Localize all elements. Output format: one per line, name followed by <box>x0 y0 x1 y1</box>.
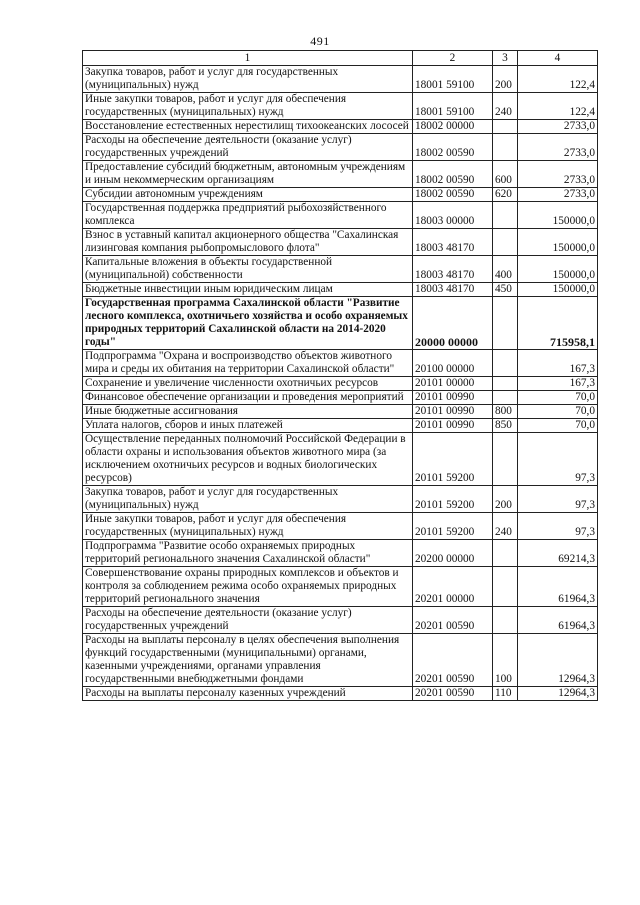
row-amount: 150000,0 <box>518 229 598 256</box>
row-name: Иные бюджетные ассигнования <box>83 405 413 419</box>
table-row <box>83 377 598 391</box>
row-code: 20101 00000 <box>413 377 493 391</box>
row-expense-type: 100 <box>493 634 518 687</box>
row-name: Бюджетные инвестиции иным юридическим лицам <box>83 283 413 297</box>
row-name: Иные закупки товаров, работ и услуг для обеспечения государственных (муниципальных) нужд <box>83 93 413 120</box>
row-amount: 12964,3 <box>518 634 598 687</box>
row-code: 20101 00990 <box>413 405 493 419</box>
table-header-row <box>83 51 598 66</box>
row-name: Субсидии автономным учреждениям <box>83 188 413 202</box>
row-amount: 70,0 <box>518 391 598 405</box>
row-amount: 2733,0 <box>518 120 598 134</box>
row-amount: 61964,3 <box>518 567 598 607</box>
table-row <box>83 283 598 297</box>
row-amount: 97,3 <box>518 486 598 513</box>
row-name: Осуществление переданных полномочий Российской Федерации в области охраны и использования объектов животного мира (за исключением охотничьих ресурсов и водных биологических ресурсов) <box>83 433 413 486</box>
row-amount: 167,3 <box>518 350 598 377</box>
row-expense-type <box>493 607 518 634</box>
row-amount: 122,4 <box>518 66 598 93</box>
page-number: 491 <box>310 34 330 48</box>
row-name: Расходы на обеспечение деятельности (оказание услуг) государственных учреждений <box>83 607 413 634</box>
row-expense-type <box>493 350 518 377</box>
row-name: Подпрограмма "Развитие особо охраняемых природных территорий регионального значения Сахалинской области" <box>83 540 413 567</box>
row-code: 20201 00000 <box>413 567 493 607</box>
budget-table <box>82 50 598 701</box>
row-amount: 69214,3 <box>518 540 598 567</box>
table-row <box>83 433 598 486</box>
row-amount: 61964,3 <box>518 607 598 634</box>
table-row <box>83 93 598 120</box>
row-code: 20201 00590 <box>413 634 493 687</box>
row-expense-type: 600 <box>493 161 518 188</box>
table-row <box>83 297 598 350</box>
row-name: Расходы на выплаты персоналу казенных учреждений <box>83 687 413 701</box>
row-expense-type <box>493 433 518 486</box>
table-row <box>83 607 598 634</box>
row-expense-type <box>493 297 518 350</box>
row-amount: 2733,0 <box>518 161 598 188</box>
row-expense-type <box>493 540 518 567</box>
row-expense-type <box>493 134 518 161</box>
row-name: Государственная поддержка предприятий рыбохозяйственного комплекса <box>83 202 413 229</box>
table-row <box>83 256 598 283</box>
row-code: 20201 00590 <box>413 687 493 701</box>
row-code: 18002 00000 <box>413 120 493 134</box>
row-expense-type: 400 <box>493 256 518 283</box>
row-name: Сохранение и увеличение численности охотничьих ресурсов <box>83 377 413 391</box>
table-row <box>83 419 598 433</box>
table-row <box>83 567 598 607</box>
row-code: 20201 00590 <box>413 607 493 634</box>
table-row <box>83 66 598 93</box>
table-row <box>83 486 598 513</box>
row-expense-type: 620 <box>493 188 518 202</box>
table-row <box>83 202 598 229</box>
row-expense-type <box>493 120 518 134</box>
row-code: 20200 00000 <box>413 540 493 567</box>
row-amount: 122,4 <box>518 93 598 120</box>
row-name: Иные закупки товаров, работ и услуг для обеспечения государственных (муниципальных) нужд <box>83 513 413 540</box>
row-name: Капитальные вложения в объекты государственной (муниципальной) собственности <box>83 256 413 283</box>
column-header-3: 3 <box>493 51 518 66</box>
column-header-2: 2 <box>413 51 493 66</box>
row-expense-type: 240 <box>493 513 518 540</box>
row-expense-type: 850 <box>493 419 518 433</box>
row-name: Восстановление естественных нерестилищ тихоокеанских лососей <box>83 120 413 134</box>
column-header-4: 4 <box>518 51 598 66</box>
table-row <box>83 120 598 134</box>
row-amount: 70,0 <box>518 419 598 433</box>
row-name: Взнос в уставный капитал акционерного общества "Сахалинская лизинговая компания рыбопромыслового флота" <box>83 229 413 256</box>
row-name: Совершенствование охраны природных комплексов и объектов и контроля за соблюдением режима особо охраняемых природных территорий регионального значения <box>83 567 413 607</box>
row-code: 18001 59100 <box>413 66 493 93</box>
row-expense-type <box>493 229 518 256</box>
row-amount: 97,3 <box>518 513 598 540</box>
row-name: Финансовое обеспечение организации и проведения мероприятий <box>83 391 413 405</box>
row-amount: 70,0 <box>518 405 598 419</box>
row-expense-type: 450 <box>493 283 518 297</box>
table-row <box>83 634 598 687</box>
row-code: 18002 00590 <box>413 188 493 202</box>
row-expense-type <box>493 202 518 229</box>
table-row <box>83 134 598 161</box>
row-name: Расходы на обеспечение деятельности (оказание услуг) государственных учреждений <box>83 134 413 161</box>
row-amount: 150000,0 <box>518 202 598 229</box>
row-name: Подпрограмма "Охрана и воспроизводство объектов животного мира и среды их обитания на территории Сахалинской области" <box>83 350 413 377</box>
row-code: 20000 00000 <box>413 297 493 350</box>
row-code: 20101 59200 <box>413 513 493 540</box>
table-row <box>83 391 598 405</box>
row-amount: 150000,0 <box>518 283 598 297</box>
table-row <box>83 540 598 567</box>
row-expense-type <box>493 567 518 607</box>
row-code: 20100 00000 <box>413 350 493 377</box>
row-expense-type <box>493 391 518 405</box>
row-name: Закупка товаров, работ и услуг для государственных (муниципальных) нужд <box>83 66 413 93</box>
row-amount: 167,3 <box>518 377 598 391</box>
row-expense-type: 200 <box>493 486 518 513</box>
row-expense-type: 110 <box>493 687 518 701</box>
column-header-1: 1 <box>83 51 413 66</box>
row-name: Государственная программа Сахалинской области "Развитие лесного комплекса, охотничьего хозяйства и особо охраняемых природных территорий Сахалинской области на 2014-2020 годы" <box>83 297 413 350</box>
table-row <box>83 350 598 377</box>
row-code: 20101 59200 <box>413 433 493 486</box>
table-row <box>83 687 598 701</box>
row-code: 20101 00990 <box>413 419 493 433</box>
row-amount: 2733,0 <box>518 134 598 161</box>
row-code: 18001 59100 <box>413 93 493 120</box>
row-amount: 97,3 <box>518 433 598 486</box>
row-code: 18002 00590 <box>413 134 493 161</box>
row-code: 18002 00590 <box>413 161 493 188</box>
row-code: 18003 48170 <box>413 283 493 297</box>
row-expense-type: 200 <box>493 66 518 93</box>
row-expense-type <box>493 377 518 391</box>
row-amount: 2733,0 <box>518 188 598 202</box>
row-amount: 715958,1 <box>518 297 598 350</box>
row-name: Уплата налогов, сборов и иных платежей <box>83 419 413 433</box>
row-code: 20101 59200 <box>413 486 493 513</box>
table-row <box>83 188 598 202</box>
row-name: Закупка товаров, работ и услуг для государственных (муниципальных) нужд <box>83 486 413 513</box>
row-expense-type: 800 <box>493 405 518 419</box>
table-row <box>83 405 598 419</box>
row-code: 20101 00990 <box>413 391 493 405</box>
row-expense-type: 240 <box>493 93 518 120</box>
table-row <box>83 513 598 540</box>
table-row <box>83 161 598 188</box>
row-name: Предоставление субсидий бюджетным, автономным учреждениям и иным некоммерческим организациям <box>83 161 413 188</box>
row-code: 18003 48170 <box>413 256 493 283</box>
row-code: 18003 00000 <box>413 202 493 229</box>
row-name: Расходы на выплаты персоналу в целях обеспечения выполнения функций государственными (муниципальными) органами, казенными учреждениями, органами управления государственными внебюджетными фондами <box>83 634 413 687</box>
table-row <box>83 229 598 256</box>
row-code: 18003 48170 <box>413 229 493 256</box>
row-amount: 12964,3 <box>518 687 598 701</box>
row-amount: 150000,0 <box>518 256 598 283</box>
